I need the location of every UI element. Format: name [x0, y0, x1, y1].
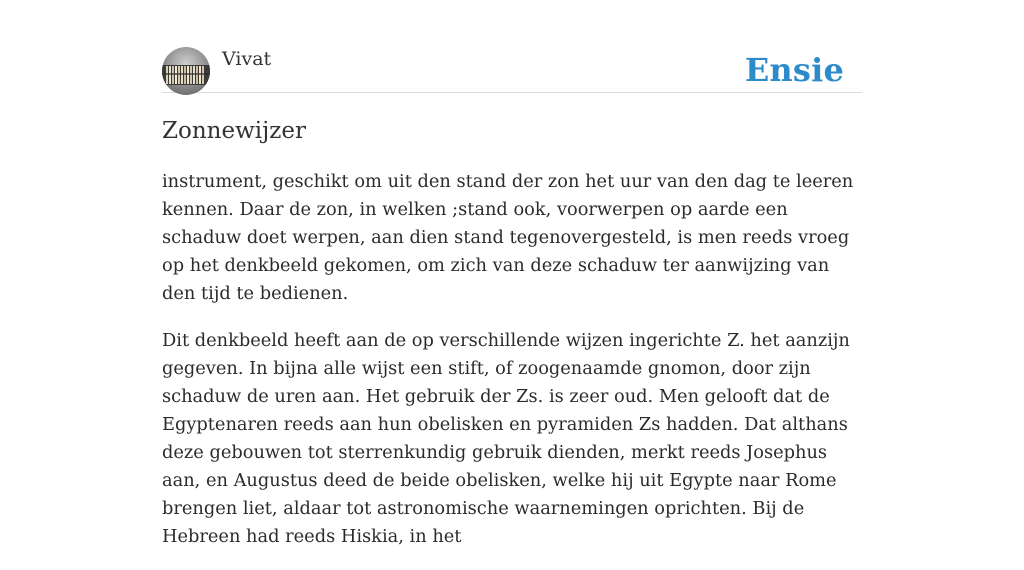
author-name[interactable]: Vivat: [222, 48, 272, 70]
page: [162, 0, 862, 547]
paragraph: Dit denkbeeld heeft aan de op verschillende wijzen ingerichte Z. het aanzijn gegeven. In bijna alle wijst een stift, of zoogenaamde gnomon, door zijn schaduw de uren aan. Het gebruik der Zs. is zeer oud. Men gelooft dat de Egyptenaren reeds aan hun obelisken en pyramiden Zs hadden. Dat althans deze gebouwen tot sterrenkundig gebruik dienden, merkt reeds Josephus aan, en Augustus deed de beide obelisken, welke hij uit Egypte naar Rome brengen liet, aldaar tot astronomische waarnemingen oprichten. Bij de Hebreen had reeds Hiskia, in het: [162, 330, 850, 547]
header: [162, 46, 862, 93]
page-title: Zonnewijzer: [162, 118, 306, 144]
article-body: [162, 168, 862, 570]
brand-logo[interactable]: Ensie: [744, 51, 844, 89]
paragraph: instrument, geschikt om uit den stand der zon het uur van den dag te leeren kennen. Daar de zon, in welken ;stand ook, voorwerpen op aarde een schaduw doet werpen, aan dien stand tegenovergesteld, is men reeds vroeg op het denkbeeld gekomen, om zich van deze schaduw ter aanwijzing van den tijd te bedienen.: [162, 171, 854, 304]
bookshelf-avatar-icon[interactable]: [162, 47, 210, 95]
